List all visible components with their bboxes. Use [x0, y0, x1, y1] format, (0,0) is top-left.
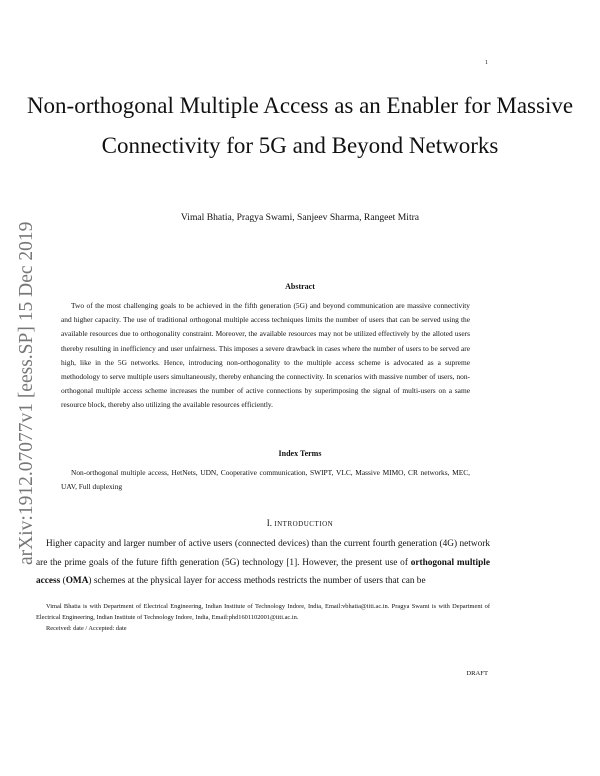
- introduction-paragraph: [36, 535, 490, 591]
- intro-text-part3: ) schemes at the physical layer for access methods restricts the number of users that can be: [88, 576, 426, 586]
- intro-text-part1: Higher capacity and larger number of active users (connected devices) than the current fourth generation (4G) network are the prime goals of the future fifth generation (5G) technology [1]. However, the present use of: [36, 539, 490, 568]
- introduction-heading: [0, 518, 600, 528]
- draft-label: DRAFT: [466, 670, 488, 677]
- section-name: INTRODUCTION: [274, 520, 334, 528]
- abstract-text: Two of the most challenging goals to be achieved in the fifth generation (5G) and beyond communication are massive connectivity and higher capacity. The use of traditional orthogonal multiple access techniques limits the number of users that can be served using the available resources due to orthogonality constraint. Moreover, the available resources may not be utilized effectively by the alloted users thereby resulting in inefficiency and user unfairness. This imposes a severe drawback in cases where the number of users to be served are high, like in the 5G networks. Hence, introducing non-orthogonality to the multiple access scheme is advocated as a supreme methodology to serve multiple users simultaneously, thereby enhancing the connectivity. In scenarios with massive number of users, non-orthogonal multiple access scheme increases the number of active connections by superimposing the signal of multi-users on a same resource block, thereby also utilizing the available resources efficiently.: [61, 301, 470, 410]
- intro-abbr-oma: OMA: [65, 576, 89, 586]
- intro-text-part2: (: [60, 576, 66, 586]
- paper-title: Non-orthogonal Multiple Access as an Enabler for Massive Connectivity for 5G and Beyond Networks: [26, 93, 574, 158]
- arxiv-identifier: arXiv:1912.07077v1 [eess.SP] 15 Dec 2019: [16, 221, 37, 565]
- intro-term-oma: orthogonal multiple access: [36, 557, 490, 586]
- received-footnote: Received: date / Accepted: date: [46, 624, 127, 632]
- footnotes: [36, 602, 490, 634]
- section-number: I.: [266, 518, 275, 528]
- abstract-heading: Abstract: [285, 282, 315, 291]
- index-terms-text: Non-orthogonal multiple access, HetNets, UDN, Cooperative communication, SWIPT, VLC, Massive MIMO, CR networks, MEC, UAV, Full duplexing: [61, 468, 470, 492]
- affiliation-footnote: Vimal Bhatia is with Department of Electrical Engineering, Indian Institute of Technology Indore, India, Email:vbhatia@iiti.ac.in. Pragya Swami is with Department of Electrical Engineering, Indian Institute of Technology Indore, India, Email:phd1601102001@iiti.ac.in.: [36, 603, 490, 621]
- page-number: 1: [485, 60, 488, 66]
- author-list: Vimal Bhatia, Pragya Swami, Sanjeev Sharma, Rangeet Mitra: [180, 212, 420, 223]
- index-terms-heading: Index Terms: [278, 449, 322, 458]
